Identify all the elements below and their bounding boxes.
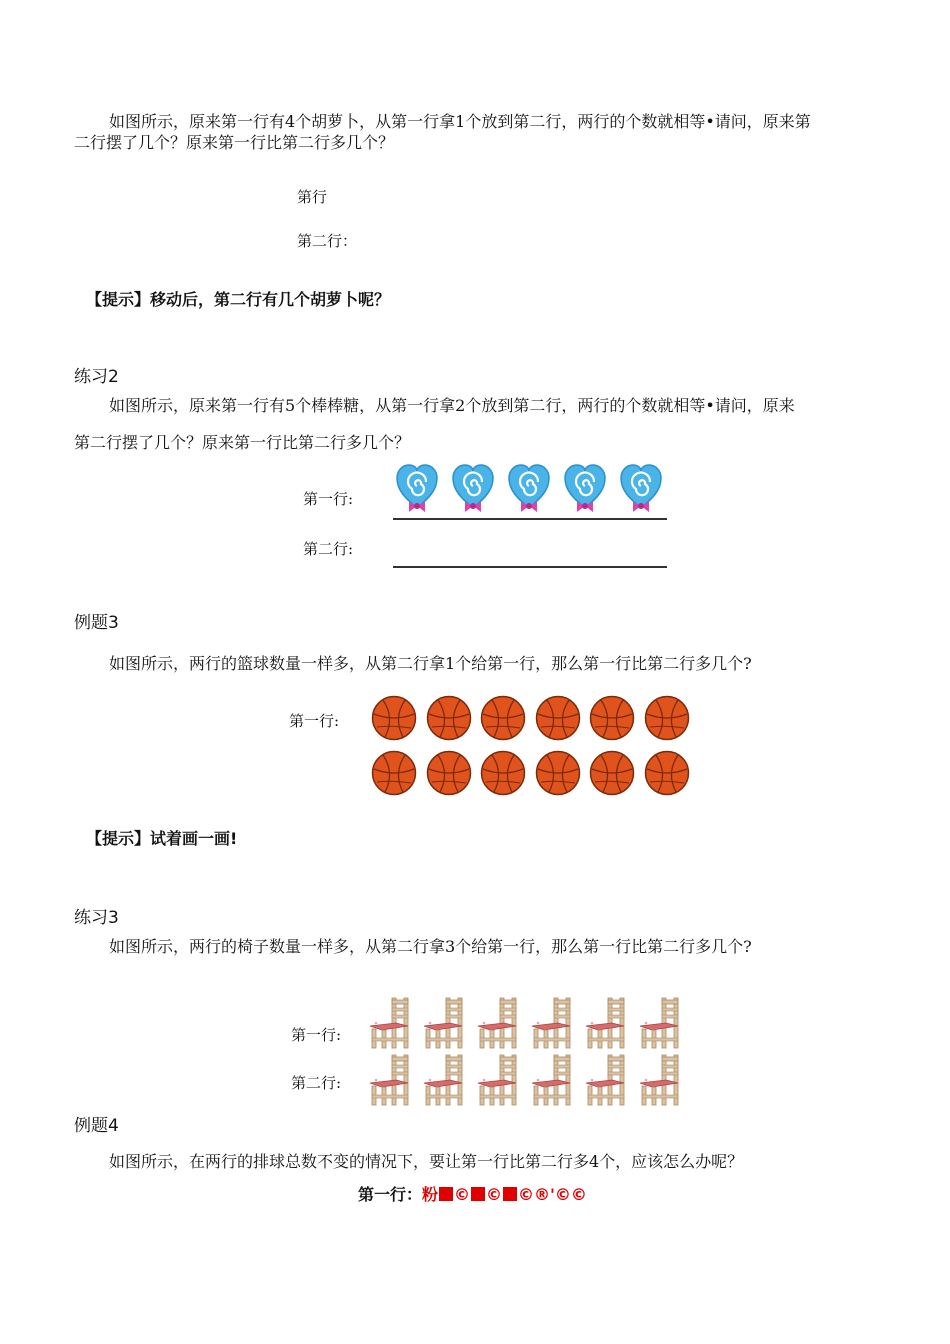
practice2-lollipop-row xyxy=(395,462,675,514)
chair-icon xyxy=(368,996,410,1054)
practice3-title: 练习3 xyxy=(74,908,119,928)
red-square-icon xyxy=(439,1187,453,1201)
practice3-chair-row1 xyxy=(368,996,698,1051)
chair-icon xyxy=(368,1053,410,1111)
practice2-paragraph-line2: 第二行摆了几个？原来第一行比第二行多几个？ xyxy=(74,433,411,452)
practice2-row2-label: 第二行: xyxy=(303,540,354,558)
section1-row2-label: 第二行： xyxy=(297,232,358,250)
example4-paragraph: 如图所示，在两行的排球总数不变的情况下，要让第一行比第二行多4个，应该怎么办呢？ xyxy=(109,1152,744,1171)
chair-icon xyxy=(530,996,572,1054)
section1-paragraph-line1: 如图所示，原来第一行有4个胡萝卜，从第一行拿1个放到第二行，两行的个数就相等•请问，原来第 xyxy=(109,112,811,131)
garbled-text-1: 粉 xyxy=(422,1185,439,1204)
basketball-icon xyxy=(589,750,635,800)
chair-icon xyxy=(638,1053,680,1111)
basketball-icon xyxy=(535,750,581,800)
example3-paragraph: 如图所示，两行的篮球数量一样多，从第二行拿1个给第一行，那么第一行比第二行多几个? xyxy=(109,654,752,673)
example3-title: 例题3 xyxy=(74,613,119,633)
practice2-paragraph-line1: 如图所示，原来第一行有5个棒棒糖，从第一行拿2个放到第二行，两行的个数就相等•请问，原来 xyxy=(109,396,795,415)
practice2-row1-line xyxy=(393,518,667,520)
basketball-icon xyxy=(644,695,690,745)
basketball-icon xyxy=(371,750,417,800)
section1-hint: 【提示】移动后，第二行有几个胡萝卜呢？ xyxy=(86,290,391,309)
practice2-title: 练习2 xyxy=(74,367,119,387)
lollipop-icon xyxy=(451,462,495,518)
garbled-text-3: © xyxy=(486,1185,503,1204)
chair-icon xyxy=(530,1053,572,1111)
basketball-icon xyxy=(535,695,581,745)
example4-title: 例题4 xyxy=(74,1116,119,1136)
practice2-row2-line xyxy=(393,566,667,568)
practice3-paragraph: 如图所示，两行的椅子数量一样多，从第二行拿3个给第一行，那么第一行比第二行多几个? xyxy=(109,937,752,956)
example4-row1-label: 第一行： xyxy=(358,1185,423,1204)
lollipop-icon xyxy=(563,462,607,518)
lollipop-icon xyxy=(507,462,551,518)
basketball-icon xyxy=(426,750,472,800)
section1-paragraph-line2: 二行摆了几个？原来第一行比第二行多几个？ xyxy=(74,133,395,152)
chair-icon xyxy=(422,1053,464,1111)
basketball-icon xyxy=(480,750,526,800)
example3-basketball-row1 xyxy=(371,695,701,743)
red-square-icon xyxy=(503,1187,517,1201)
basketball-icon xyxy=(426,695,472,745)
basketball-icon xyxy=(589,695,635,745)
garbled-text-2: © xyxy=(454,1185,471,1204)
garbled-text-4: ©®'©© xyxy=(518,1185,587,1204)
practice3-row1-label: 第一行: xyxy=(291,1026,342,1044)
basketball-icon xyxy=(644,750,690,800)
chair-icon xyxy=(476,1053,518,1111)
chair-icon xyxy=(422,996,464,1054)
example3-hint: 【提示】试着画一画! xyxy=(86,829,238,848)
lollipop-icon xyxy=(619,462,663,518)
practice2-row1-label: 第一行: xyxy=(303,490,354,508)
section1-row1-label: 第行 xyxy=(297,188,328,206)
example3-row1-label: 第一行: xyxy=(289,712,340,730)
chair-icon xyxy=(584,996,626,1054)
practice3-chair-row2 xyxy=(368,1053,698,1108)
basketball-icon xyxy=(371,695,417,745)
chair-icon xyxy=(638,996,680,1054)
example4-row1-line xyxy=(358,1182,587,1205)
example3-basketball-row2 xyxy=(371,750,701,798)
basketball-icon xyxy=(480,695,526,745)
chair-icon xyxy=(584,1053,626,1111)
lollipop-icon xyxy=(395,462,439,518)
practice3-row2-label: 第二行: xyxy=(291,1074,342,1092)
chair-icon xyxy=(476,996,518,1054)
red-square-icon xyxy=(471,1187,485,1201)
